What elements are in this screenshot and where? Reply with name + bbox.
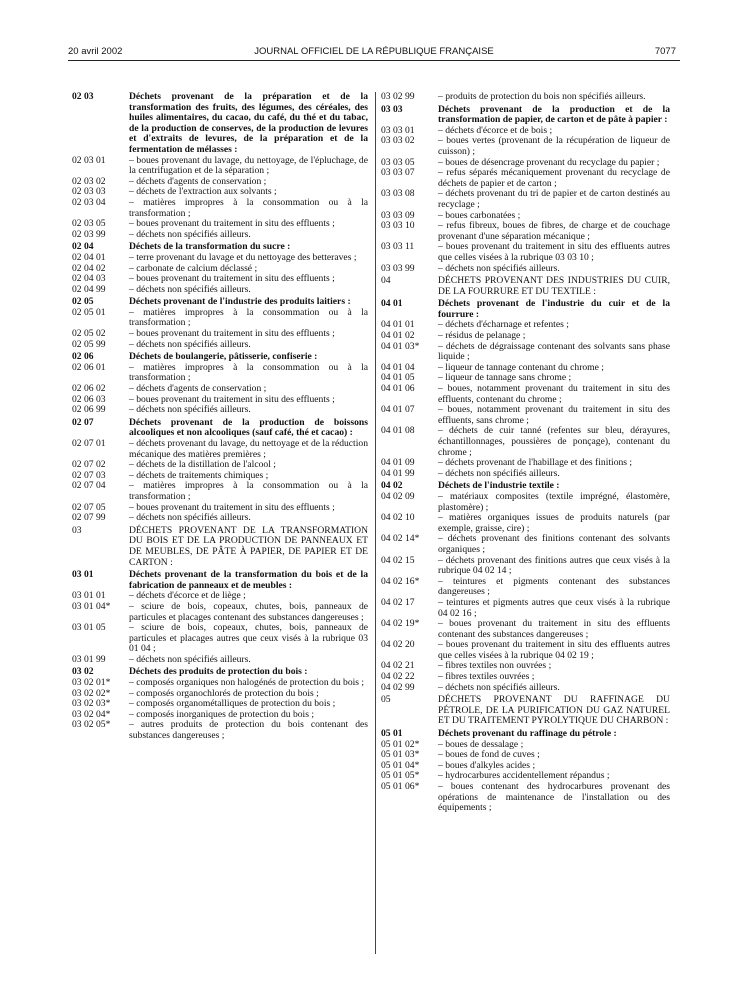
waste-code: 04 02 14*: [381, 533, 420, 545]
waste-code: 02 03 02: [72, 175, 106, 187]
waste-entry: [381, 640, 670, 661]
waste-description: – déchets non spécifiés ailleurs.: [129, 338, 251, 350]
waste-description: – résidus de pelanage ;: [438, 330, 526, 342]
waste-description: – boues de fond de cuves ;: [438, 749, 540, 761]
waste-code: 02 07: [72, 416, 94, 428]
waste-code: 05 01: [381, 728, 403, 740]
waste-entry: [381, 221, 670, 242]
waste-entry: [381, 92, 670, 103]
waste-entry: [72, 340, 368, 351]
waste-description: – déchets provenant des finitions contenant des solvants organiques ;: [438, 533, 670, 555]
waste-code: 02 05 99: [72, 338, 106, 350]
waste-description: Déchets provenant de la production de boissons alcooliques et non alcooliques (sauf café, thé et cacao) :: [129, 416, 368, 439]
section-heading: [72, 570, 368, 591]
waste-description: – matériaux composites (textile imprégné, élastomère, plastomère) ;: [438, 490, 670, 513]
waste-description: – teintures et pigments autres que ceux visés à la rubrique 04 02 16 ;: [438, 596, 670, 619]
chapter-heading: [381, 276, 670, 297]
waste-code: 03 03 08: [381, 188, 415, 200]
waste-entry: [381, 619, 670, 640]
waste-code: 03 03 02: [381, 135, 415, 147]
waste-entry: [381, 556, 670, 577]
waste-code: 04 02 21: [381, 660, 415, 672]
journal-title: JOURNAL OFFICIEL DE LA RÉPUBLIQUE FRANÇAISE: [254, 46, 494, 57]
header-rule: [68, 60, 680, 61]
waste-entry: [72, 198, 368, 219]
waste-description: – terre provenant du lavage et du nettoyage des betteraves ;: [129, 251, 357, 263]
waste-code: 02 03 05: [72, 218, 106, 230]
waste-description: – sciure de bois, copeaux, chutes, bois, panneaux de particules et placages contenant des substances dangereuses ;: [129, 600, 368, 623]
waste-code: 03 03 99: [381, 262, 415, 274]
waste-description: Déchets de la transformation du sucre :: [129, 241, 291, 253]
waste-code: 03 02 01*: [72, 677, 111, 689]
waste-description: – liqueur de tannage sans chrome ;: [438, 372, 572, 384]
waste-description: – déchets de la distillation de l'alcool ;: [129, 459, 276, 471]
waste-code: 02 03 01: [72, 154, 106, 166]
waste-entry: [381, 242, 670, 263]
waste-description: – matières impropres à la consommation ou à la transformation ;: [129, 306, 368, 329]
waste-code: 02 06 01: [72, 361, 106, 373]
waste-description: – teintures et pigments contenant des substances dangereuses ;: [438, 575, 670, 598]
waste-code: 03 03 05: [381, 156, 415, 168]
waste-code: 03 02 03*: [72, 698, 111, 710]
waste-code: 04 02 15: [381, 554, 415, 566]
waste-code: 03 01: [72, 569, 94, 581]
waste-code: 02 04 01: [72, 251, 106, 263]
waste-description: DÉCHETS PROVENANT DU RAFFINAGE DU PÉTROLE, DE LA PURIFICATION DU GAZ NATUREL ET DU TRAITEMENT PYROLYTIQUE DU CHARBON :: [438, 694, 670, 727]
waste-description: – matières organiques issues de produits naturels (par exemple, graisse, cire) ;: [438, 512, 670, 534]
waste-description: – boues provenant du traitement in situ des effluents ;: [129, 328, 335, 340]
waste-code: 04 02 17: [381, 596, 415, 608]
waste-code: 02 04 02: [72, 262, 106, 274]
waste-entry: [381, 189, 670, 210]
waste-description: – déchets d'agents de conservation ;: [129, 383, 267, 395]
waste-description: DÉCHETS PROVENANT DES INDUSTRIES DU CUIR, DE LA FOURRURE ET DU TEXTILE :: [438, 275, 670, 297]
chapter-heading: [381, 695, 670, 727]
waste-code: 05 01 02*: [381, 738, 420, 750]
waste-description: – boues provenant du traitement in situ des effluents contenant des substances dangereuses ;: [438, 618, 670, 640]
waste-entry: [381, 577, 670, 598]
waste-entry: [381, 598, 670, 619]
waste-code: 03 02 02*: [72, 687, 111, 699]
waste-entry: [381, 168, 670, 189]
waste-entry: [72, 623, 368, 655]
waste-code: 02 03 03: [72, 186, 106, 198]
waste-description: DÉCHETS PROVENANT DE LA TRANSFORMATION DU BOIS ET DE LA PRODUCTION DE PANNEAUX ET DE MEUBLES, DE PÂTE À PAPIER, DE PAPIER ET DE CARTON :: [129, 524, 368, 568]
waste-entry: [72, 481, 368, 502]
waste-code: 04 01 03*: [381, 340, 420, 352]
section-heading: [72, 92, 368, 156]
waste-description: – déchets provenant du lavage, du nettoyage et de la réduction mécanique des matières premières ;: [129, 438, 368, 460]
waste-description: – hydrocarbures accidentellement répandus ;: [438, 770, 610, 782]
waste-description: – déchets non spécifiés ailleurs.: [438, 467, 560, 479]
waste-code: 04 01 06: [381, 383, 415, 395]
header-date: 20 avril 2002: [68, 46, 123, 57]
waste-description: – déchets provenant du tri de papier et de carton destinés au recyclage ;: [438, 188, 670, 210]
waste-description: – sciure de bois, copeaux, chutes, bois, panneaux de particules et placages autres que ceux visés à la rubrique 03 01 04 ;: [129, 622, 368, 655]
waste-entry: [381, 136, 670, 157]
waste-description: – déchets d'agents de conservation ;: [129, 175, 267, 187]
waste-code: 04 01 07: [381, 404, 415, 416]
waste-code: 05 01 04*: [381, 759, 420, 771]
waste-entry: [72, 285, 368, 296]
waste-code: 03: [72, 524, 82, 536]
waste-entry: [72, 230, 368, 241]
waste-entry: [72, 405, 368, 416]
waste-code: 02 03 04: [72, 196, 106, 208]
waste-code: 02 07 99: [72, 512, 106, 524]
waste-code: 02 07 02: [72, 459, 106, 471]
waste-code: 03 03 01: [381, 124, 415, 136]
waste-code: 02 05 02: [72, 328, 106, 340]
waste-description: – composés organométalliques de protection du bois ;: [129, 698, 336, 710]
waste-description: – déchets d'écorce et de bois ;: [438, 124, 553, 136]
waste-description: – déchets non spécifiés ailleurs.: [129, 512, 251, 524]
waste-description: – boues provenant du traitement in situ des effluents autres que celles visées à la rubrique 03 03 10 ;: [438, 241, 670, 263]
chapter-heading: [72, 526, 368, 568]
waste-description: – composés organiques non halogénés de protection du bois ;: [129, 677, 365, 689]
waste-description: – boues provenant du traitement in situ des effluents autres que celles visées à la rubrique 04 02 19 ;: [438, 639, 670, 661]
waste-code: 04 02 22: [381, 671, 415, 683]
page-header: [0, 46, 748, 60]
waste-entry: [381, 534, 670, 555]
waste-code: 02 06 02: [72, 383, 106, 395]
waste-description: – carbonate de calcium déclassé ;: [129, 262, 258, 274]
waste-description: – déchets non spécifiés ailleurs.: [129, 228, 251, 240]
waste-description: – boues provenant du traitement in situ des effluents ;: [129, 501, 335, 513]
waste-entry: [381, 492, 670, 513]
waste-entry: [381, 320, 670, 331]
waste-code: 03 03: [381, 103, 403, 115]
waste-code: 02 07 05: [72, 501, 106, 513]
waste-code: 02 03 99: [72, 228, 106, 240]
waste-code: 03 01 05: [72, 622, 106, 634]
waste-entry: [381, 264, 670, 275]
waste-code: 03 03 07: [381, 167, 415, 179]
waste-description: – boues contenant des hydrocarbures provenant des opérations de maintenance de l'installation ou des équipements ;: [438, 781, 670, 814]
waste-code: 04 02 20: [381, 639, 415, 651]
waste-description: Déchets de l'industrie textile :: [438, 480, 560, 492]
waste-description: – fibres textiles ouvrées ;: [438, 671, 535, 683]
waste-description: – boues, notamment provenant du traitement in situ des effluents, contenant du chrome ;: [438, 383, 670, 405]
waste-code: 02 06 99: [72, 404, 106, 416]
waste-code: 05: [381, 694, 391, 706]
waste-code: 03 02 99: [381, 91, 415, 102]
waste-description: Déchets de boulangerie, pâtisserie, confiserie :: [129, 351, 318, 363]
waste-code: 02 06: [72, 351, 94, 363]
waste-description: Déchets des produits de protection du bois :: [129, 666, 308, 678]
waste-entry: [72, 655, 368, 666]
waste-code: 04 01 99: [381, 467, 415, 479]
waste-description: – composés inorganiques de protection du bois ;: [129, 708, 315, 720]
waste-entry: [72, 439, 368, 460]
waste-entry: [72, 513, 368, 524]
waste-description: – déchets non spécifiés ailleurs.: [129, 404, 251, 416]
section-heading: [381, 105, 670, 126]
right-column: [381, 92, 670, 814]
waste-code: 03 03 10: [381, 220, 415, 232]
waste-code: 05 01 03*: [381, 749, 420, 761]
page-number: 7077: [654, 46, 676, 57]
waste-code: 02 05: [72, 296, 94, 308]
waste-code: 05 01 06*: [381, 781, 420, 792]
waste-code: 04 02 09: [381, 490, 415, 502]
waste-description: – déchets d'écorce et de liège ;: [129, 590, 246, 602]
waste-description: Déchets provenant de la préparation et de la transformation des fruits, des légumes, des céréales, des huiles alimentaires, du cacao, du café, du thé et du tabac, de la production de conserves, de la production de levures et d'extraits de levures, de la préparation et de la fermentation de mélasses :: [129, 91, 368, 155]
waste-description: Déchets provenant de la production et de la transformation de papier, de carton et de pâte à papier :: [438, 103, 670, 126]
waste-description: – boues vertes (provenant de la récupération de liqueur de cuisson) ;: [438, 135, 670, 157]
waste-description: – déchets d'écharnage et refentes ;: [438, 319, 569, 331]
waste-description: – matières impropres à la consommation ou à la transformation ;: [129, 480, 368, 502]
waste-description: – autres produits de protection du bois contenant des substances dangereuses ;: [129, 719, 368, 742]
waste-description: Déchets provenant de l'industrie des produits laitiers :: [129, 296, 351, 308]
waste-code: 04 01: [381, 298, 403, 310]
waste-code: 03 02: [72, 666, 94, 678]
waste-description: – refus séparés mécaniquement provenant du recyclage de déchets de papier et de carton ;: [438, 167, 670, 189]
waste-code: 04 01 02: [381, 330, 415, 342]
waste-description: – fibres textiles non ouvrées ;: [438, 660, 552, 672]
waste-code: 02 04: [72, 241, 94, 253]
waste-entry: [381, 405, 670, 426]
waste-description: – déchets non spécifiés ailleurs.: [438, 262, 560, 274]
waste-code: 04 01 05: [381, 372, 415, 384]
waste-description: – boues provenant du lavage, du nettoyage, de l'épluchage, de la centrifugation et de la séparation ;: [129, 154, 368, 177]
waste-description: – boues, notamment provenant du traitement in situ des effluents, sans chrome ;: [438, 404, 670, 426]
waste-entry: [381, 513, 670, 534]
waste-description: – déchets de cuir tanné (refentes sur bleu, dérayures, échantillonnages, poussières de ponçage), contenant du chrome ;: [438, 425, 670, 458]
column-divider: [375, 92, 376, 954]
waste-entry: [72, 720, 368, 741]
waste-entry: [72, 602, 368, 623]
waste-code: 02 07 04: [72, 480, 106, 492]
waste-code: 02 03: [72, 91, 94, 102]
waste-code: 04: [381, 275, 391, 287]
waste-entry: [381, 384, 670, 405]
waste-entry: [381, 469, 670, 480]
waste-description: – déchets non spécifiés ailleurs.: [129, 283, 251, 295]
waste-code: 04 01 01: [381, 319, 415, 331]
waste-description: Déchets provenant de l'industrie du cuir et de la fourrure :: [438, 298, 670, 320]
waste-entry: [72, 308, 368, 329]
waste-code: 04 02: [381, 480, 403, 492]
waste-code: 03 01 01: [72, 590, 106, 602]
waste-code: 03 03 11: [381, 241, 415, 253]
waste-code: 02 06 03: [72, 393, 106, 405]
waste-code: 03 01 99: [72, 653, 106, 665]
waste-code: 04 02 16*: [381, 575, 420, 587]
waste-entry: [72, 156, 368, 177]
waste-code: 05 01 05*: [381, 770, 420, 782]
waste-code: 04 02 19*: [381, 618, 420, 630]
waste-code: 02 07 01: [72, 438, 106, 449]
waste-description: – boues provenant du traitement in situ des effluents ;: [129, 273, 335, 285]
waste-description: – déchets de dégraissage contenant des solvants sans phase liquide ;: [438, 340, 670, 363]
waste-description: – boues provenant du traitement in situ des effluents ;: [129, 393, 335, 405]
waste-description: – déchets provenant de l'habillage et des finitions ;: [438, 457, 633, 469]
waste-description: – refus fibreux, boues de fibres, de charge et de couchage provenant d'une séparation mécanique ;: [438, 220, 670, 242]
waste-description: – déchets non spécifiés ailleurs.: [438, 681, 560, 693]
waste-description: – boues d'alkyles acides ;: [438, 759, 536, 771]
waste-description: – composés organochlorés de protection du bois ;: [129, 687, 319, 699]
waste-code: 03 01 04*: [72, 600, 111, 612]
waste-description: – déchets non spécifiés ailleurs.: [129, 653, 251, 665]
waste-entry: [381, 342, 670, 363]
waste-description: – déchets provenant des finitions autres que ceux visés à la rubrique 04 02 14 ;: [438, 554, 670, 577]
section-heading: [72, 418, 368, 439]
waste-description: – boues de dessalage ;: [438, 738, 524, 750]
waste-description: Déchets provenant de la transformation du bois et de la fabrication de panneaux et de meubles :: [129, 569, 368, 591]
waste-code: 04 02 99: [381, 681, 415, 693]
waste-description: – déchets de l'extraction aux solvants ;: [129, 186, 277, 198]
waste-description: – liqueur de tannage contenant du chrome ;: [438, 361, 604, 373]
section-heading: [381, 729, 670, 740]
waste-description: – déchets de traitements chimiques ;: [129, 469, 269, 481]
waste-code: 02 04 03: [72, 273, 106, 285]
waste-entry: [72, 253, 368, 264]
waste-description: – produits de protection du bois non spécifiés ailleurs.: [438, 91, 646, 102]
left-column: [72, 92, 368, 742]
waste-code: 03 02 05*: [72, 719, 111, 731]
waste-entry: [381, 683, 670, 694]
waste-code: 02 04 99: [72, 283, 106, 295]
waste-code: 04 01 08: [381, 425, 415, 437]
waste-description: – boues provenant du traitement in situ des effluents ;: [129, 218, 335, 230]
waste-code: 04 01 04: [381, 361, 415, 373]
waste-description: – matières impropres à la consommation ou à la transformation ;: [129, 361, 368, 384]
waste-code: 03 03 09: [381, 209, 415, 221]
waste-entry: [72, 363, 368, 384]
waste-description: – matières impropres à la consommation ou à la transformation ;: [129, 196, 368, 219]
waste-description: Déchets provenant du raffinage du pétrole :: [438, 728, 617, 740]
waste-code: 04 02 10: [381, 512, 415, 524]
waste-description: – boues carbonatées ;: [438, 209, 521, 221]
waste-description: – boues de désencrage provenant du recyclage du papier ;: [438, 156, 660, 168]
waste-code: 02 05 01: [72, 306, 106, 318]
waste-code: 03 02 04*: [72, 708, 111, 720]
section-heading: [381, 299, 670, 320]
waste-entry: [381, 426, 670, 458]
waste-entry: [381, 782, 670, 814]
waste-code: 02 07 03: [72, 469, 106, 481]
waste-code: 04 01 09: [381, 457, 415, 469]
